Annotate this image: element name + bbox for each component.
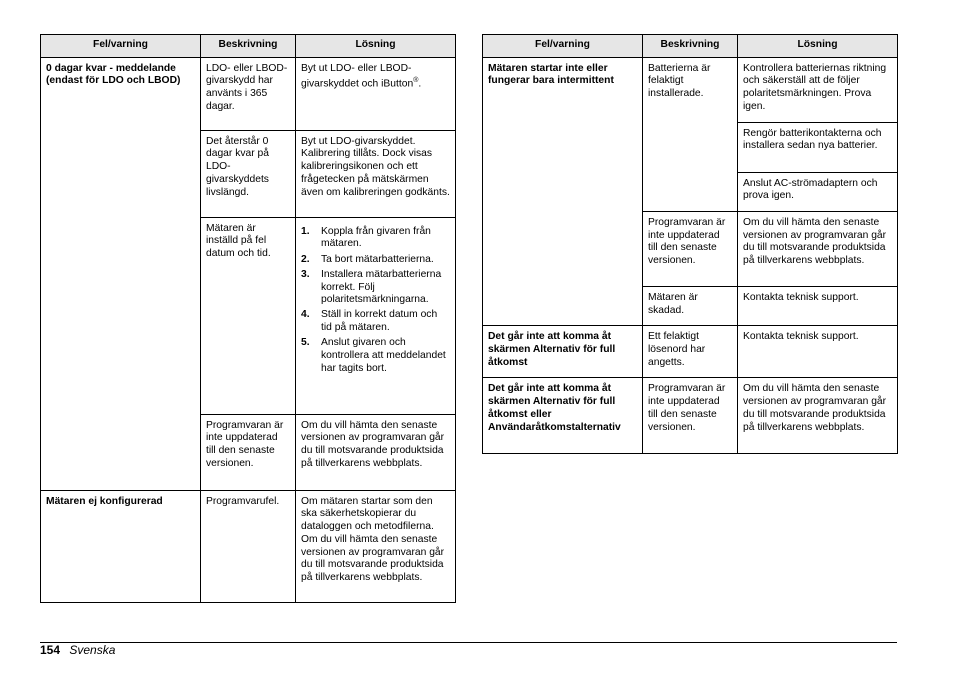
solution-cell: Om du vill hämta den senaste versionen av programvaran går du till motsvarande produktsida på tillverkarens webbplats. bbox=[738, 378, 898, 454]
page-footer bbox=[40, 643, 115, 657]
description-cell: Programvaran är inte uppdaterad till den senaste versionen. bbox=[201, 414, 296, 490]
step-item bbox=[301, 309, 450, 334]
troubleshooting-table-right bbox=[482, 34, 898, 454]
footer-language: Svenska bbox=[69, 643, 116, 657]
error-cell: Mätaren ej konfigurerad bbox=[41, 490, 201, 602]
description-cell: Mätaren är skadad. bbox=[643, 286, 738, 325]
step-item bbox=[301, 337, 450, 375]
table-row bbox=[41, 490, 456, 602]
troubleshooting-table-left bbox=[40, 34, 456, 603]
page-number: 154 bbox=[40, 643, 61, 657]
solution-cell: Kontakta teknisk support. bbox=[738, 286, 898, 325]
solution-cell: Om du vill hämta den senaste versionen av programvaran går du till motsvarande produktsida på tillverkarens webbplats. bbox=[296, 414, 456, 490]
header-error: Fel/varning bbox=[483, 35, 643, 58]
step-number: 3. bbox=[301, 268, 310, 280]
table-row bbox=[483, 378, 898, 454]
solution-cell bbox=[296, 57, 456, 130]
error-cell: Mätaren startar inte eller fungerar bara intermittent bbox=[483, 57, 643, 326]
header-solution: Lösning bbox=[296, 35, 456, 58]
table-header-row bbox=[483, 35, 898, 58]
description-cell: Programvarufel. bbox=[201, 490, 296, 602]
header-solution: Lösning bbox=[738, 35, 898, 58]
error-cell: Det går inte att komma åt skärmen Alternativ för full åtkomst bbox=[483, 326, 643, 378]
table-row bbox=[483, 57, 898, 122]
step-text: Installera mätarbatterierna korrekt. Följ polaritetsmärkningarna. bbox=[321, 268, 442, 306]
description-cell: Mätaren är inställd på fel datum och tid. bbox=[201, 217, 296, 414]
steps-list bbox=[301, 226, 450, 376]
description-cell: Det återstår 0 dagar kvar på LDO-givarskyddets livslängd. bbox=[201, 130, 296, 217]
table-row bbox=[41, 57, 456, 130]
description-cell: Programvaran är inte uppdaterad till den senaste versionen. bbox=[643, 378, 738, 454]
step-number: 5. bbox=[301, 337, 310, 349]
description-cell: Batterierna är felaktigt installerade. bbox=[643, 57, 738, 211]
error-cell: Det går inte att komma åt skärmen Alternativ för full åtkomst eller Användaråtkomstalternativ bbox=[483, 378, 643, 454]
solution-cell: Om mätaren startar som den ska säkerhetskopierar du dataloggen och metodfilerna. Om du vill hämta den senaste versionen av programvaran går du till motsvarande produktsida på tillverkarens webbplats. bbox=[296, 490, 456, 602]
step-number: 4. bbox=[301, 309, 310, 321]
solution-cell: Anslut AC-strömadaptern och prova igen. bbox=[738, 172, 898, 211]
description-cell: Ett felaktigt lösenord har angetts. bbox=[643, 326, 738, 378]
header-description: Beskrivning bbox=[201, 35, 296, 58]
step-text: Anslut givaren och kontrollera att meddelandet har tagits bort. bbox=[321, 337, 446, 374]
description-cell: Programvaran är inte uppdaterad till den senaste versionen. bbox=[643, 211, 738, 286]
solution-cell: Byt ut LDO-givarskyddet. Kalibrering tillåts. Dock visas kalibreringsikonen och ett frågetecken på mätskärmen även om kalibreringen godkänts. bbox=[296, 130, 456, 217]
step-text: Ställ in korrekt datum och tid på mätaren. bbox=[321, 309, 438, 334]
solution-period: . bbox=[418, 78, 422, 90]
solution-cell: Kontakta teknisk support. bbox=[738, 326, 898, 378]
solution-cell: Om du vill hämta den senaste versionen av programvaran går du till motsvarande produktsida på tillverkarens webbplats. bbox=[738, 211, 898, 286]
step-item bbox=[301, 226, 450, 251]
step-text: Koppla från givaren från mätaren. bbox=[321, 225, 431, 250]
solution-cell: Rengör batterikontakterna och installera sedan nya batterier. bbox=[738, 122, 898, 172]
table-header-row bbox=[41, 35, 456, 58]
solution-text: Byt ut LDO- eller LBOD-givarskyddet och iButton bbox=[301, 62, 414, 90]
registered-mark: ® bbox=[413, 77, 419, 85]
step-item bbox=[301, 269, 450, 307]
solution-cell bbox=[296, 217, 456, 414]
step-number: 1. bbox=[301, 225, 310, 237]
footer-divider bbox=[40, 642, 897, 643]
solution-cell: Kontrollera batteriernas riktning och säkerställ att de följer polaritetsmärkningen. Prova igen. bbox=[738, 57, 898, 122]
step-number: 2. bbox=[301, 253, 310, 265]
description-cell: LDO- eller LBOD-givarskydd har använts i 365 dagar. bbox=[201, 57, 296, 130]
error-cell: 0 dagar kvar - meddelande (endast för LDO och LBOD) bbox=[41, 57, 201, 490]
table-row bbox=[483, 326, 898, 378]
header-description: Beskrivning bbox=[643, 35, 738, 58]
header-error: Fel/varning bbox=[41, 35, 201, 58]
step-text: Ta bort mätarbatterierna. bbox=[321, 253, 434, 265]
step-item bbox=[301, 254, 450, 267]
